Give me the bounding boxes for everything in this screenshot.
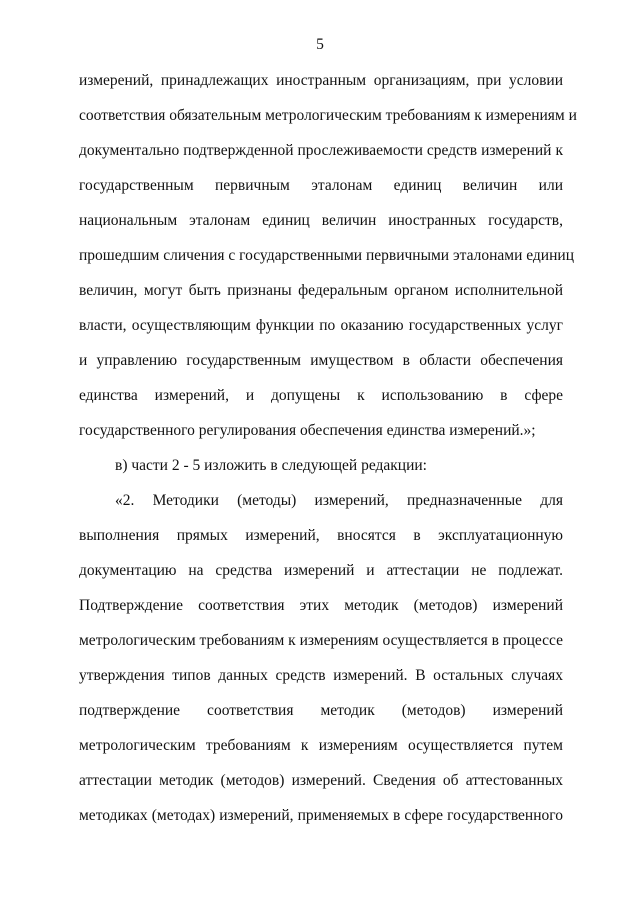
text-line: методиках (методах) измерений, применяемых в сфере государственного xyxy=(79,807,563,824)
text-line: власти, осуществляющим функции по оказанию государственных услуг xyxy=(79,317,563,334)
text-line: соответствия обязательным метрологическим требованиям к измерениям и xyxy=(79,107,577,124)
paragraph-first-line: «2. Методики (методы) измерений, предназначенные для xyxy=(115,492,563,509)
text-line: государственным первичным эталонам единиц величин или xyxy=(79,177,563,194)
text-line: выполнения прямых измерений, вносятся в эксплуатационную xyxy=(79,527,563,544)
text-line: утверждения типов данных средств измерений. В остальных случаях xyxy=(79,667,563,684)
text-line: документально подтвержденной прослеживаемости средств измерений к xyxy=(79,142,563,159)
text-line: величин, могут быть признаны федеральным органом исполнительной xyxy=(79,282,563,299)
text-line: метрологическим требованиям к измерениям осуществляется в процессе xyxy=(79,632,563,649)
text-line: аттестации методик (методов) измерений. Сведения об аттестованных xyxy=(79,772,563,789)
paragraph-first-line: в) части 2 - 5 изложить в следующей редакции: xyxy=(115,457,427,474)
text-line: подтверждение соответствия методик (методов) измерений xyxy=(79,702,563,719)
page-number: 5 xyxy=(316,36,324,53)
text-line: Подтверждение соответствия этих методик (методов) измерений xyxy=(79,597,563,614)
text-line: государственного регулирования обеспечения единства измерений.»; xyxy=(79,422,536,439)
text-line: документацию на средства измерений и аттестации не подлежат. xyxy=(79,562,563,579)
text-line: прошедшим сличения с государственными первичными эталонами единиц xyxy=(79,247,574,264)
text-line: измерений, принадлежащих иностранным организациям, при условии xyxy=(79,72,563,89)
text-line: единства измерений, и допущены к использованию в сфере xyxy=(79,387,563,404)
text-line: национальным эталонам единиц величин иностранных государств, xyxy=(79,212,563,229)
text-line: метрологическим требованиям к измерениям осуществляется путем xyxy=(79,737,563,754)
text-line: и управлению государственным имуществом в области обеспечения xyxy=(79,352,563,369)
